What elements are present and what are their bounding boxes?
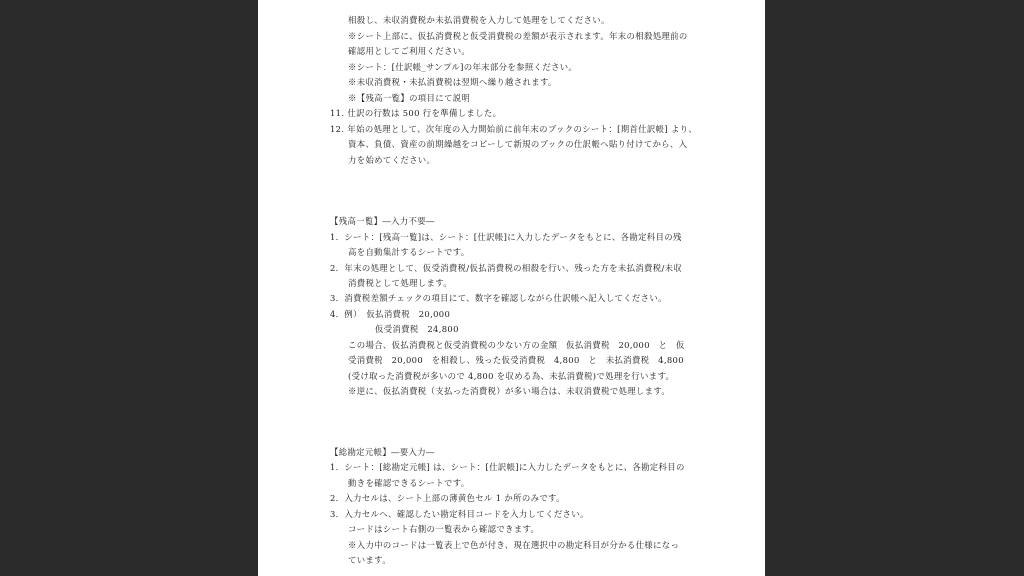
balance-line: 1．シート：[残高一覧]は、シート：[仕訳帳]に入力したデータをもとに、各勘定科目の残: [330, 232, 682, 242]
list-item-12-cont: 資本、負債、資産の前期繰越をコピーして新規のブックの仕訳帳へ貼り付けてから、入: [348, 139, 688, 149]
ledger-line: 3．入力セルへ、確認したい勘定科目コードを入力してください。: [330, 509, 589, 519]
ledger-line: 1．シート：[総勘定元帳] は、シート：[仕訳帳]に入力したデータをもとに、各勘定科目の: [330, 462, 685, 472]
note-line: ※【残高一覧】の項目にて説明: [348, 93, 471, 103]
list-item-12: 12. 年始の処理として、次年度の入力開始前に前年末のブックのシート：[期首仕訳帳] より、: [330, 124, 698, 134]
note-line: ※シート：[仕訳帳_サンプル]の年末部分を参照ください。: [348, 62, 578, 72]
ledger-line: ています。: [348, 555, 391, 565]
note-line: 確認用としてご利用ください。: [348, 46, 471, 56]
balance-line: 4．例） 仮払消費税 20,000: [330, 309, 451, 319]
note-line: ※未収消費税・未払消費税は翌期へ繰り越されます。: [348, 77, 557, 87]
section-heading-balance: 【残高一覧】―入力不要―: [330, 216, 435, 226]
ledger-line: 動きを確認できるシートです。: [348, 478, 470, 488]
note-line: 相殺し、未収消費税か未払消費税を入力して処理をしてください。: [348, 15, 610, 25]
document-page: [258, 0, 765, 576]
balance-line: ※逆に、仮払消費税（支払った消費税）が多い場合は、未収消費税で処理します。: [348, 386, 671, 396]
list-item-12-cont: 力を始めてください。: [348, 155, 436, 165]
balance-line: 受消費税 20,000 を相殺し、残った仮受消費税 4,800 と 未払消費税 4,800: [348, 355, 684, 365]
balance-line: (受け取った消費税が多いので 4,800 を収める為、未払消費税)で処理を行います。: [348, 371, 675, 381]
section-heading-ledger: 【総勘定元帳】―要入力―: [330, 447, 435, 457]
balance-line: 仮受消費税 24,800: [375, 324, 459, 334]
list-item-11: 11. 仕訳の行数は 500 行を準備しました。: [330, 108, 502, 118]
balance-line: 2．年末の処理として、仮受消費税/仮払消費税の相殺を行い、残った方を未払消費税/未収: [330, 263, 683, 273]
balance-line: この場合、仮払消費税と仮受消費税の少ない方の金額 仮払消費税 20,000 と 仮: [348, 340, 685, 350]
balance-line: 3．消費税差額チェックの項目にて、数字を確認しながら仕訳帳へ記入してください。: [330, 293, 667, 303]
balance-line: 消費税として処理します。: [348, 278, 453, 288]
ledger-line: 2．入力セルは、シート上部の薄黄色セル 1 か所のみです。: [330, 493, 565, 503]
ledger-line: コードはシート右側の一覧表から確認できます。: [348, 524, 540, 534]
note-line: ※シート上部に、仮払消費税と仮受消費税の差額が表示されます。年末の相殺処理前の: [348, 31, 688, 41]
ledger-line: ※入力中のコードは一覧表上で色が付き、現在選択中の勘定科目が分かる仕様になっ: [348, 540, 680, 550]
balance-line: 高を自動集計するシートです。: [348, 247, 470, 257]
